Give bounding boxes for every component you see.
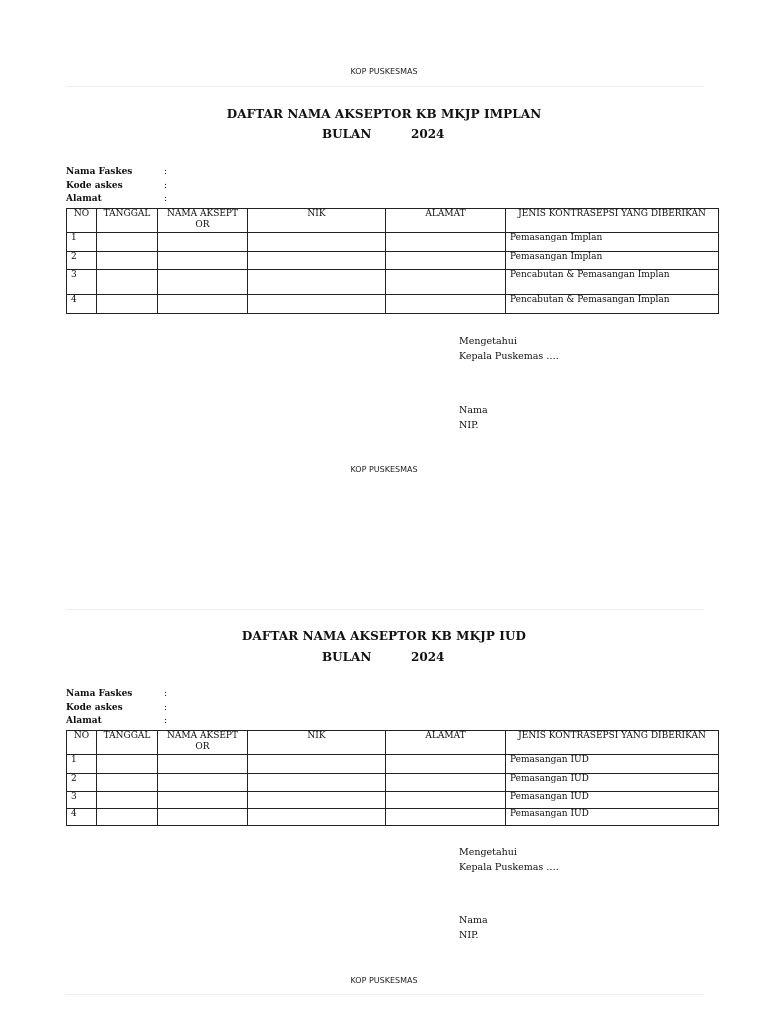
- document-title-iud: DAFTAR NAMA AKSEPTOR KB MKJP IUD: [241, 629, 527, 643]
- col-header-nik: NIK: [248, 731, 386, 755]
- cell-alamat: [386, 809, 506, 826]
- kode-askes-colon: :: [164, 180, 168, 191]
- table-row: [67, 755, 719, 774]
- kode-askes-label: Kode askes: [66, 180, 123, 191]
- signature-block-implan: [459, 334, 559, 364]
- cell-no: 1: [67, 755, 97, 774]
- table-row: [67, 233, 719, 252]
- table-header-row: [67, 209, 719, 233]
- cell-jenis: Pencabutan & Pemasangan Implan: [506, 295, 719, 314]
- col-header-nama-akseptor: NAMA AKSEPT OR: [158, 209, 248, 233]
- month-line-iud: [322, 650, 444, 664]
- col-header-no: NO: [67, 731, 97, 755]
- cell-alamat: [386, 755, 506, 774]
- month-line-implan: [322, 127, 444, 141]
- alamat-label: Alamat: [66, 194, 102, 204]
- nama-faskes-colon: :: [164, 167, 168, 177]
- cell-no: 4: [67, 295, 97, 314]
- header-divider-2: [66, 609, 704, 610]
- col-header-tanggal: TANGGAL: [97, 209, 158, 233]
- bulan-label: BULAN: [322, 127, 372, 141]
- kepala-puskesmas-text: Kepala Puskemas ….: [459, 351, 559, 362]
- kode-askes-label: Kode askes: [66, 702, 123, 713]
- table-row: [67, 792, 719, 809]
- cell-nik: [248, 295, 386, 314]
- cell-jenis: Pemasangan IUD: [506, 774, 719, 792]
- table-header-row: [67, 731, 719, 755]
- nama-faskes-label: Nama Faskes: [66, 167, 133, 177]
- signature-block-iud: [459, 845, 559, 875]
- cell-nik: [248, 252, 386, 270]
- col-header-jenis-kontrasepsi: JENIS KONTRASEPSI YANG DIBERIKAN: [506, 209, 719, 233]
- cell-nama: [158, 792, 248, 809]
- cell-no: 4: [67, 809, 97, 826]
- kop-puskesmas-3: KOP PUSKESMAS: [350, 976, 418, 985]
- signatory-block-iud: [459, 913, 488, 943]
- cell-no: 1: [67, 233, 97, 252]
- cell-jenis: Pemasangan IUD: [506, 792, 719, 809]
- table-row: [67, 252, 719, 270]
- signatory-block-implan: [459, 403, 488, 433]
- document-title-implan: DAFTAR NAMA AKSEPTOR KB MKJP IMPLAN: [226, 107, 542, 121]
- cell-tanggal: [97, 252, 158, 270]
- year-value: 2024: [411, 650, 445, 664]
- alamat-colon: :: [164, 194, 168, 204]
- header-divider-3: [66, 994, 704, 995]
- col-header-nik: NIK: [248, 209, 386, 233]
- cell-alamat: [386, 233, 506, 252]
- cell-no: 2: [67, 774, 97, 792]
- facility-info-iud: [66, 688, 167, 729]
- col-header-alamat: ALAMAT: [386, 731, 506, 755]
- cell-tanggal: [97, 774, 158, 792]
- cell-tanggal: [97, 295, 158, 314]
- cell-alamat: [386, 774, 506, 792]
- cell-nama: [158, 233, 248, 252]
- cell-jenis: Pemasangan Implan: [506, 233, 719, 252]
- col-header-jenis-kontrasepsi: JENIS KONTRASEPSI YANG DIBERIKAN: [506, 731, 719, 755]
- cell-nama: [158, 270, 248, 295]
- alamat-label: Alamat: [66, 716, 102, 726]
- cell-tanggal: [97, 270, 158, 295]
- cell-jenis: Pencabutan & Pemasangan Implan: [506, 270, 719, 295]
- acceptor-table-implan: [66, 208, 719, 314]
- nip-text: NIP.: [459, 420, 479, 431]
- col-header-tanggal: TANGGAL: [97, 731, 158, 755]
- col-header-no: NO: [67, 209, 97, 233]
- cell-alamat: [386, 295, 506, 314]
- cell-nama: [158, 252, 248, 270]
- nama-faskes-colon: :: [164, 689, 168, 699]
- cell-nama: [158, 755, 248, 774]
- cell-no: 2: [67, 252, 97, 270]
- bulan-label: BULAN: [322, 650, 372, 664]
- cell-tanggal: [97, 755, 158, 774]
- cell-jenis: Pemasangan IUD: [506, 755, 719, 774]
- cell-nik: [248, 809, 386, 826]
- cell-alamat: [386, 270, 506, 295]
- cell-nik: [248, 233, 386, 252]
- col-header-nama-akseptor: NAMA AKSEPT OR: [158, 731, 248, 755]
- col-header-alamat: ALAMAT: [386, 209, 506, 233]
- cell-tanggal: [97, 233, 158, 252]
- cell-tanggal: [97, 792, 158, 809]
- cell-tanggal: [97, 809, 158, 826]
- cell-jenis: Pemasangan Implan: [506, 252, 719, 270]
- cell-alamat: [386, 252, 506, 270]
- acceptor-table-iud: [66, 730, 719, 826]
- cell-nik: [248, 774, 386, 792]
- cell-no: 3: [67, 792, 97, 809]
- table-row: [67, 774, 719, 792]
- alamat-colon: :: [164, 716, 168, 726]
- year-value: 2024: [411, 127, 445, 141]
- nama-text: Nama: [459, 915, 488, 926]
- cell-jenis: Pemasangan IUD: [506, 809, 719, 826]
- table-row: [67, 270, 719, 295]
- kop-puskesmas-1: KOP PUSKESMAS: [350, 67, 418, 76]
- cell-no: 3: [67, 270, 97, 295]
- facility-info-implan: [66, 166, 167, 207]
- nama-text: Nama: [459, 405, 488, 416]
- cell-nik: [248, 792, 386, 809]
- cell-nama: [158, 774, 248, 792]
- nip-text: NIP.: [459, 930, 479, 941]
- cell-alamat: [386, 792, 506, 809]
- kop-puskesmas-2: KOP PUSKESMAS: [350, 465, 418, 474]
- mengetahui-text: Mengetahui: [459, 847, 517, 858]
- cell-nama: [158, 809, 248, 826]
- cell-nama: [158, 295, 248, 314]
- table-row: [67, 295, 719, 314]
- kode-askes-colon: :: [164, 702, 168, 713]
- cell-nik: [248, 270, 386, 295]
- cell-nik: [248, 755, 386, 774]
- header-divider-1: [66, 86, 704, 87]
- kepala-puskesmas-text: Kepala Puskemas ….: [459, 862, 559, 873]
- mengetahui-text: Mengetahui: [459, 336, 517, 347]
- table-row: [67, 809, 719, 826]
- nama-faskes-label: Nama Faskes: [66, 689, 133, 699]
